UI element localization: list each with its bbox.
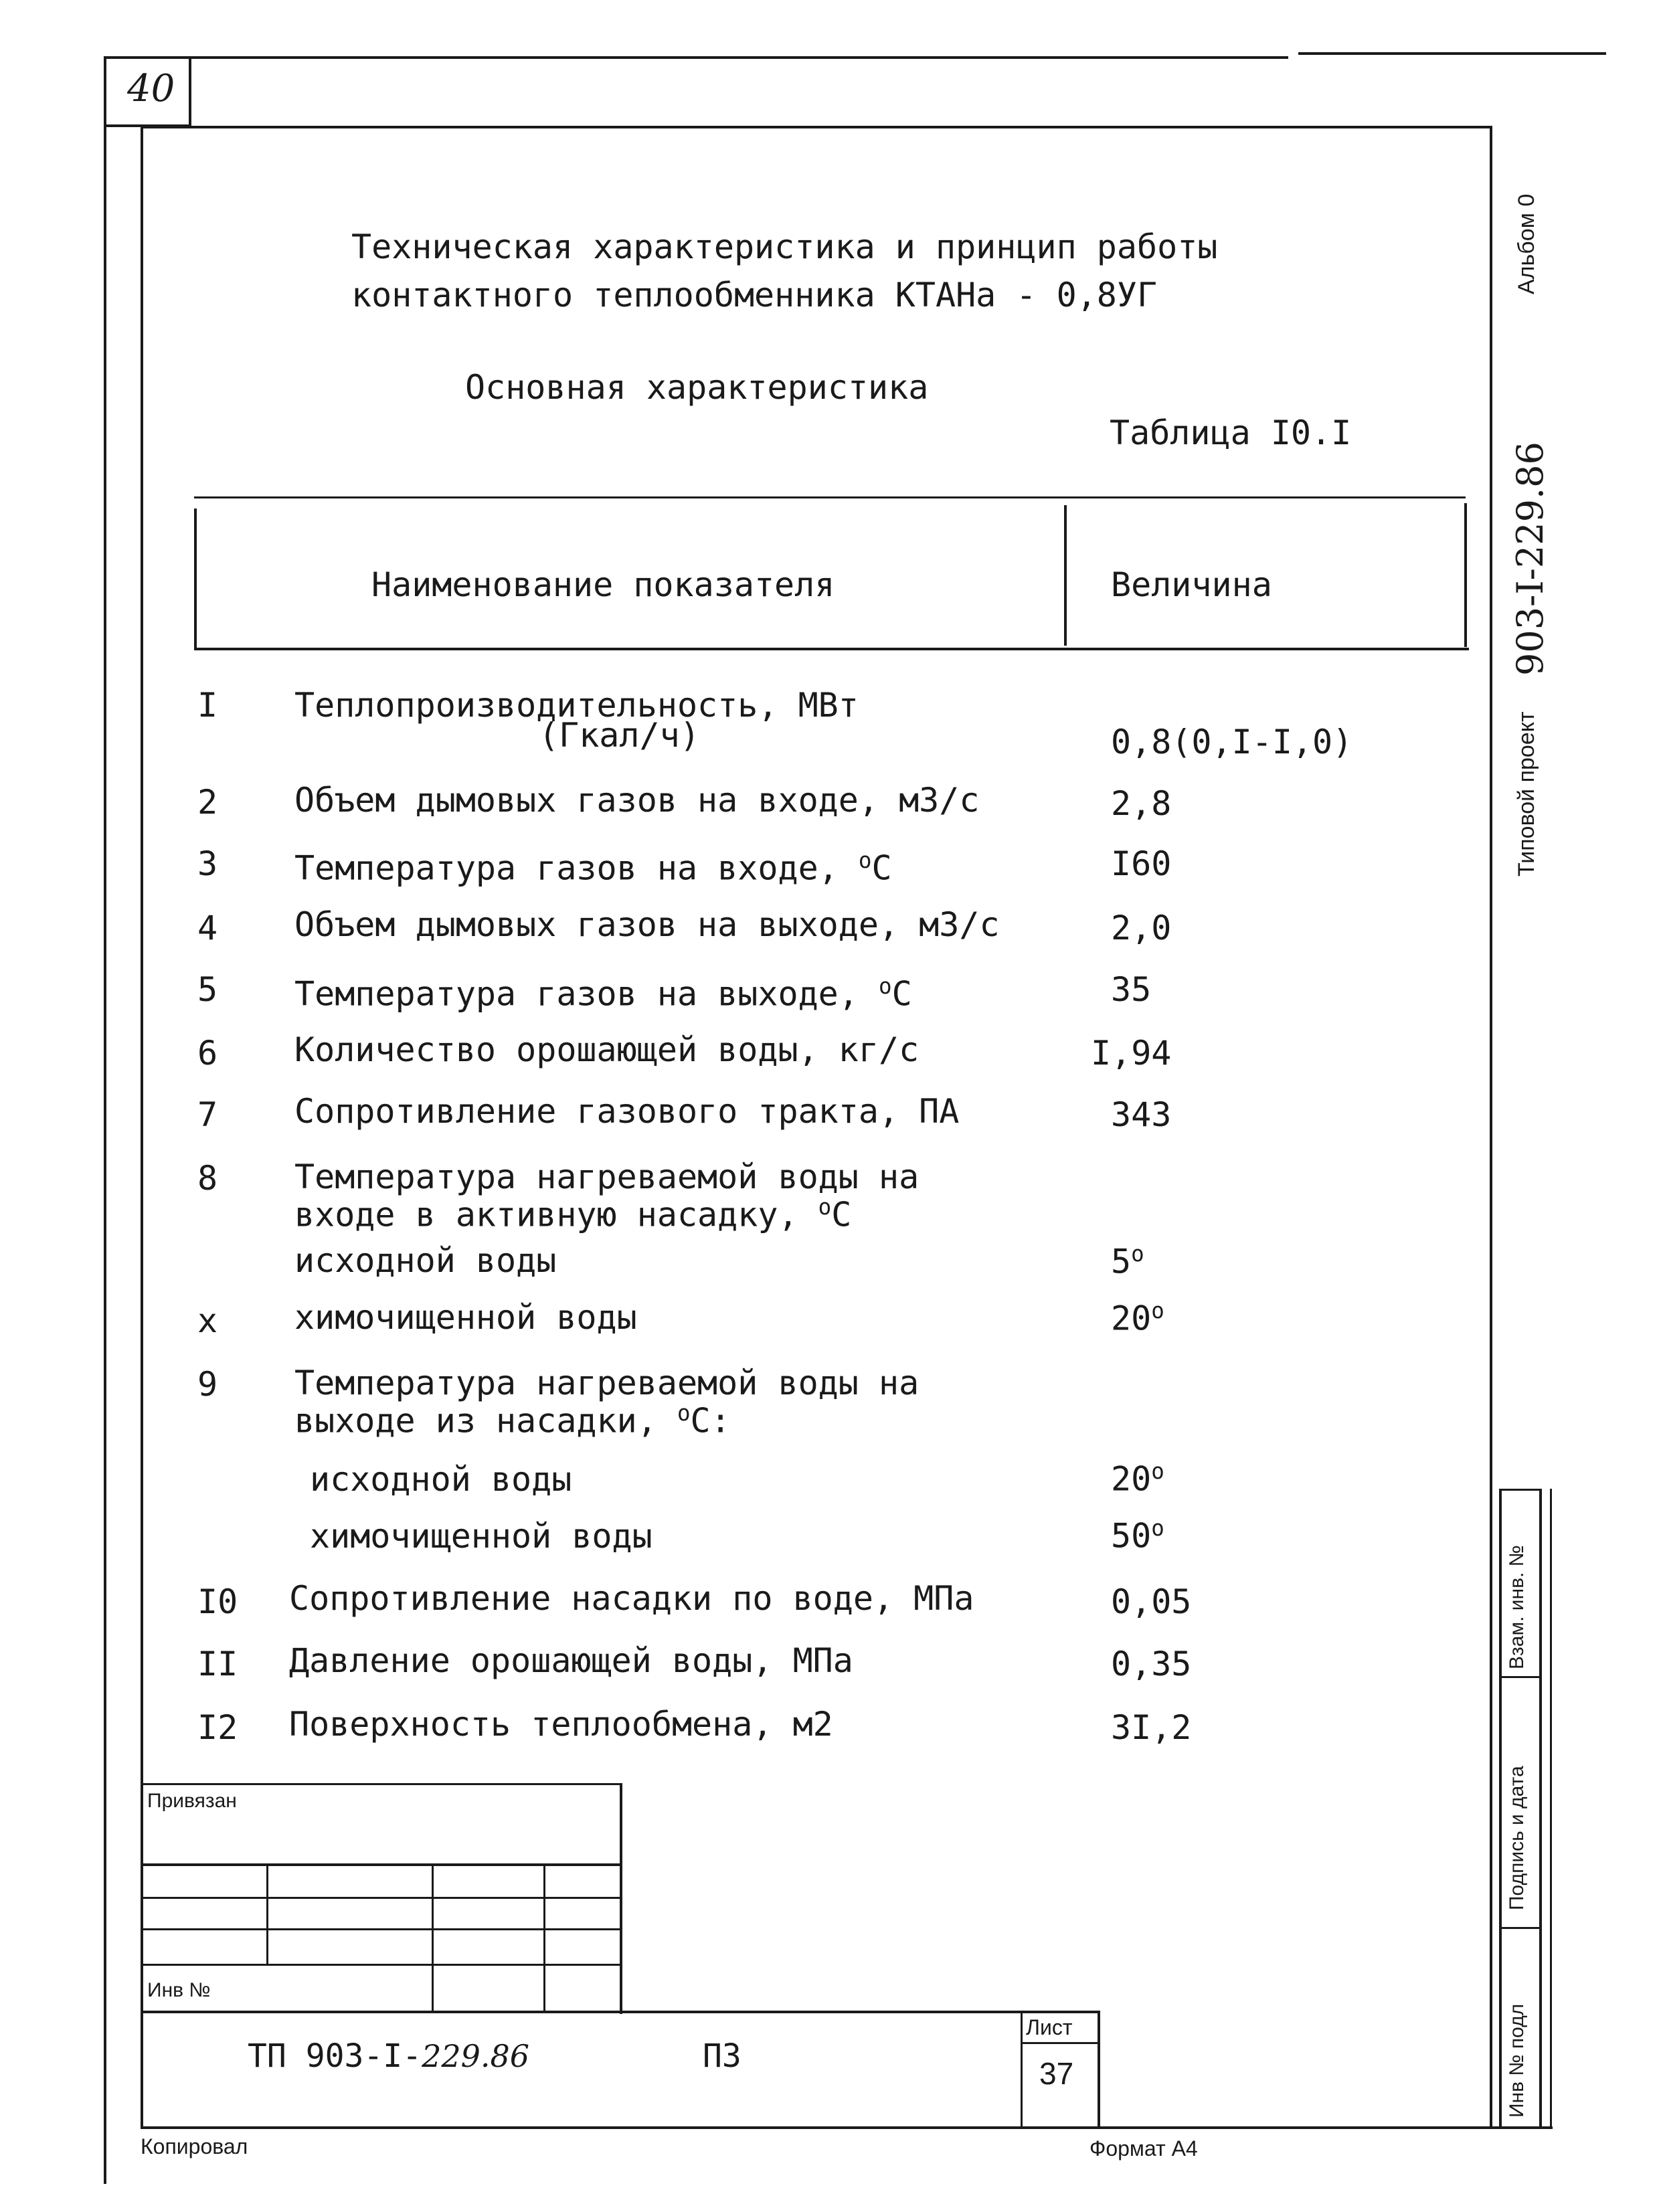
inner-frame-bottom — [141, 2126, 1553, 2129]
row-label-cont — [294, 1191, 852, 1234]
row-label: Сопротивление газового тракта, ПА — [294, 1092, 960, 1131]
value-text: 20 — [1111, 1459, 1152, 1499]
value-text: 5 — [1111, 1242, 1132, 1281]
row-label: Количество орошающей воды, кг/с — [294, 1030, 920, 1069]
table-header-top — [194, 496, 1466, 498]
stamp-grid-row1 — [142, 1863, 622, 1866]
row-label-cont — [294, 1397, 731, 1441]
left-margin-line — [104, 56, 106, 2184]
side-stamp-div1 — [1499, 1676, 1541, 1678]
document-code-number: 229.86 — [422, 2038, 530, 2074]
paper-format-label: Формат А4 — [1089, 2136, 1198, 2160]
table-caption: Таблица I0.I — [1110, 413, 1352, 452]
replacement-inventory-label: Взам. инв. № — [1506, 1545, 1528, 1669]
row-value: 0,8(0,I-I,0) — [1111, 723, 1353, 761]
row-number: x — [197, 1301, 218, 1340]
original-inventory-label: Инв № подл — [1506, 2003, 1528, 2118]
sheet-box-left — [1021, 2011, 1023, 2128]
signature-date-label: Подпись и дата — [1506, 1766, 1528, 1910]
row-value: 3I,2 — [1111, 1708, 1192, 1747]
inventory-number-label: Инв № — [147, 1979, 211, 2001]
unit-text: С — [871, 848, 892, 888]
row-number: 8 — [197, 1159, 218, 1198]
copied-by-label: Копировал — [141, 2134, 248, 2158]
table-header-right — [1464, 503, 1467, 647]
row-value: I,94 — [1091, 1034, 1172, 1073]
value-text: 20 — [1111, 1299, 1152, 1338]
sheet-label: Лист — [1026, 2015, 1073, 2039]
degree-mark: о — [878, 974, 892, 999]
row-number: II — [197, 1645, 238, 1683]
project-code: 903-I-229.86 — [1509, 442, 1551, 676]
header-value-column: Величина — [1111, 565, 1272, 604]
table-header-divider — [1064, 505, 1067, 646]
row-label-cont: (Гкал/ч) — [539, 716, 700, 755]
row-number: 6 — [197, 1034, 218, 1073]
document-title-line2: контактного теплообменника КТАНа - 0,8УГ — [351, 276, 1158, 314]
row-label: исходной воды — [294, 1241, 557, 1280]
unit-text: С — [891, 974, 912, 1014]
row-label: исходной воды — [310, 1460, 572, 1499]
row-label: Температура нагреваемой воды на — [294, 1364, 920, 1402]
row-number: I2 — [197, 1708, 238, 1747]
album-label: Альбом 0 — [1514, 193, 1539, 294]
row-number: 4 — [197, 909, 218, 947]
table-header-bottom — [194, 648, 1469, 650]
row-number: I — [197, 686, 218, 725]
stamp-top — [142, 1783, 622, 1785]
row-label: Теплопроизводительность, МВт — [294, 686, 859, 725]
row-label-text: Температура газов на входе, — [294, 848, 859, 888]
page-number: 40 — [127, 67, 175, 110]
degree-mark: о — [858, 848, 872, 873]
document-title-line1: Техническая характеристика и принцип работы — [351, 227, 1218, 266]
degree-mark: о — [677, 1400, 691, 1426]
value-text: 50 — [1111, 1516, 1152, 1556]
header-name-column: Наименование показателя — [371, 565, 835, 604]
side-stamp-mid — [1539, 1489, 1542, 2128]
row-label-text: входе в активную насадку, — [294, 1195, 818, 1234]
degree-mark: о — [818, 1194, 832, 1220]
stamp-grid-row2 — [142, 1897, 622, 1899]
privyazan-label: Привязан — [147, 1790, 237, 1812]
side-stamp-left — [1499, 1489, 1502, 2128]
inner-frame-left — [141, 124, 143, 2128]
row-number: 2 — [197, 783, 218, 822]
row-value: 35 — [1111, 970, 1152, 1009]
degree-mark: о — [1151, 1298, 1164, 1323]
row-value — [1111, 1459, 1164, 1499]
row-number: I0 — [197, 1582, 238, 1621]
stamp-grid-col1 — [266, 1865, 268, 1964]
side-stamp-right — [1550, 1489, 1552, 2128]
unit-text: С: — [690, 1401, 731, 1441]
stamp-grid-col3 — [543, 1865, 545, 2012]
sheet-box-right — [1098, 2011, 1100, 2128]
row-value: 0,05 — [1111, 1582, 1192, 1621]
row-label: химочищенной воды — [294, 1298, 637, 1337]
inner-frame-right — [1490, 126, 1492, 2128]
degree-mark: о — [1151, 1515, 1164, 1541]
row-label-text: выходе из насадки, — [294, 1401, 677, 1441]
row-label — [294, 970, 912, 1014]
page-number-box-right — [189, 56, 191, 126]
row-value: 0,35 — [1111, 1645, 1192, 1683]
side-stamp-top — [1499, 1489, 1541, 1491]
degree-mark: о — [1131, 1241, 1144, 1267]
title-block-top — [142, 2011, 1099, 2013]
table-header-left — [194, 509, 197, 649]
stamp-grid-col2 — [432, 1865, 434, 2012]
row-number: 5 — [197, 970, 218, 1009]
side-stamp-div2 — [1499, 1927, 1541, 1929]
inner-frame-top — [141, 126, 1491, 128]
sheet-number: 37 — [1039, 2056, 1074, 2091]
row-label — [294, 844, 892, 888]
stamp-grid-row3 — [142, 1928, 622, 1930]
row-value: 343 — [1111, 1095, 1172, 1134]
row-value: 2,8 — [1111, 784, 1172, 823]
row-value: 2,0 — [1111, 909, 1172, 947]
unit-text: С — [831, 1195, 852, 1234]
row-label: Сопротивление насадки по воде, МПа — [289, 1579, 974, 1618]
document-code-prefix: ТП 903-I- — [248, 2037, 422, 2075]
row-label: Объем дымовых газов на входе, м3/с — [294, 781, 980, 820]
row-label: Температура нагреваемой воды на — [294, 1158, 920, 1196]
row-label-text: Температура газов на выходе, — [294, 974, 879, 1014]
row-label: Поверхность теплообмена, м2 — [289, 1705, 833, 1744]
row-number: 9 — [197, 1365, 218, 1404]
row-number: 3 — [197, 844, 218, 883]
top-border-line-right — [1298, 52, 1606, 55]
row-value: I60 — [1111, 844, 1172, 883]
section-subtitle: Основная характеристика — [465, 368, 929, 407]
degree-mark: о — [1151, 1459, 1164, 1484]
row-value — [1111, 1515, 1164, 1556]
project-label: Типовой проект — [1514, 711, 1539, 877]
row-value — [1111, 1298, 1164, 1338]
row-value — [1111, 1241, 1144, 1281]
top-border-line — [104, 56, 1288, 59]
document-code — [248, 2037, 529, 2075]
document-type: ПЗ — [703, 2037, 741, 2075]
stamp-grid-row4 — [142, 1964, 622, 1966]
row-label: химочищенной воды — [310, 1517, 652, 1556]
row-number: 7 — [197, 1095, 218, 1134]
sheet-box-mid — [1021, 2042, 1100, 2044]
row-label: Давление орошающей воды, МПа — [289, 1641, 853, 1680]
row-label: Объем дымовых газов на выходе, м3/с — [294, 905, 1000, 944]
